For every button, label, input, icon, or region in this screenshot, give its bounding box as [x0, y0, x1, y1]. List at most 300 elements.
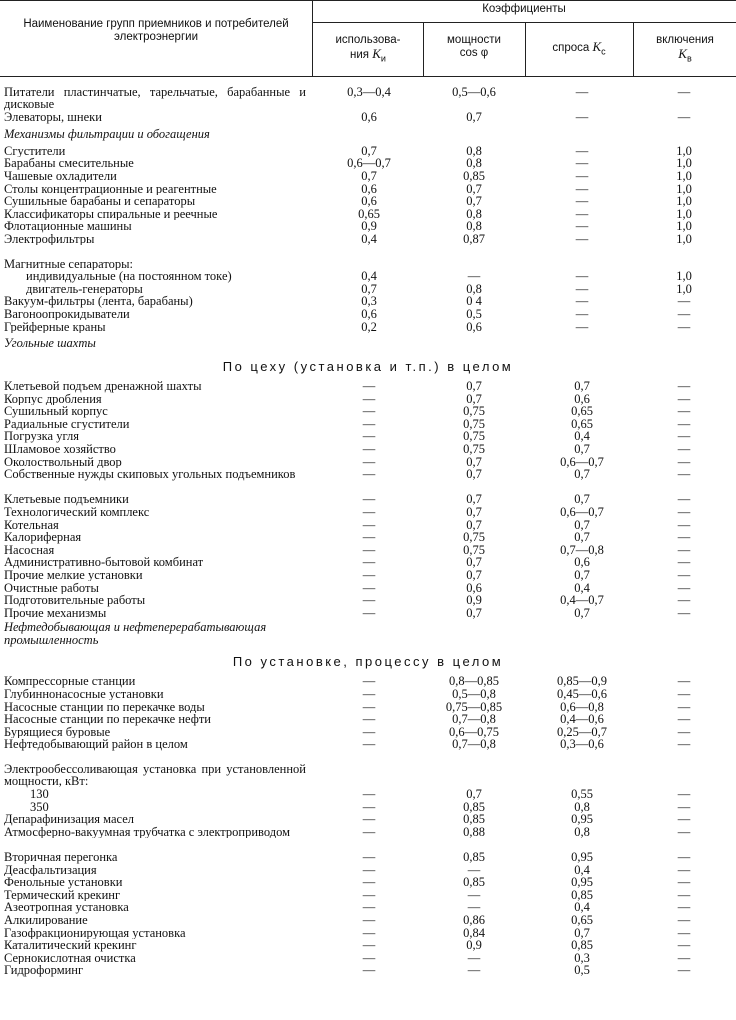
usage-coef-cell: 0,7 — [361, 281, 377, 296]
usage-coef-cell: — — [362, 492, 376, 507]
power-factor-cell: 0,75 — [463, 530, 485, 545]
power-factor-cell: 0,7 — [466, 181, 482, 196]
switch-coef-cell: 1,0 — [676, 168, 692, 183]
power-factor-cell: 0,85 — [463, 168, 485, 183]
demand-coef-cell: — — [575, 181, 589, 196]
demand-coef-cell: 0,55 — [571, 787, 593, 802]
row-name: Нефтедобывающий район в целом — [4, 738, 188, 751]
switch-coef-cell: — — [677, 429, 691, 444]
usage-coef-cell: 0,6 — [361, 110, 377, 125]
demand-coef-cell: — — [575, 319, 589, 334]
table-row — [0, 170, 736, 183]
row-name: Флотационные машины — [4, 220, 132, 233]
demand-coef-cell: 0,65 — [571, 913, 593, 928]
row-name: Барабаны смесительные — [4, 157, 134, 170]
col-usage-line2: ния — [350, 49, 370, 61]
usage-coef-cell: — — [362, 580, 376, 595]
row-name: Собственные нужды скиповых угольных подъемников — [4, 468, 296, 481]
demand-coef-cell: — — [575, 219, 589, 234]
usage-coef-cell: — — [362, 925, 376, 940]
demand-coef-cell: — — [575, 110, 589, 125]
row-name: Сернокислотная очистка — [4, 951, 136, 965]
row-name: Атмосферно-вакуумная трубчатка с электроприводом — [4, 825, 291, 839]
header-bottom-rule — [0, 76, 736, 77]
table-row — [0, 851, 736, 864]
demand-coef-cell: — — [575, 206, 589, 221]
row-name: Насосная — [4, 543, 55, 557]
row-name: индивидуальные (на постоянном токе) — [26, 270, 232, 283]
power-factor-cell: 0,75 — [463, 442, 485, 457]
power-factor-cell: 0,86 — [463, 913, 485, 928]
usage-coef-cell: — — [362, 787, 376, 802]
power-factor-cell: 0,7 — [466, 568, 482, 582]
usage-coef-cell: 0,4 — [361, 269, 377, 284]
usage-coef-cell: 0,9 — [361, 219, 377, 234]
switch-coef-cell: — — [677, 887, 691, 902]
table-body — [0, 86, 736, 977]
usage-coef-cell: 0,6 — [361, 194, 377, 209]
switch-coef-cell: — — [677, 913, 691, 928]
demand-coef-cell: — — [575, 281, 589, 296]
usage-coef-cell: — — [362, 875, 376, 890]
demand-coef-cell: 0,7 — [574, 492, 590, 507]
table-row — [0, 788, 736, 801]
demand-coef-cell: — — [575, 294, 589, 309]
usage-coef-cell: — — [362, 555, 376, 570]
power-factor-cell: 0,75 — [463, 404, 485, 419]
power-factor-cell: 0,7 — [466, 505, 482, 520]
row-name: Азеотропная установка — [4, 901, 129, 914]
row-name: Клетьевой подъем дренажной шахты — [4, 380, 202, 393]
power-factor-cell: 0,8 — [466, 281, 482, 296]
switch-coef-cell: — — [677, 674, 691, 689]
switch-coef-cell: 1,0 — [676, 156, 692, 171]
usage-coef-cell: — — [362, 812, 376, 827]
switch-coef-cell: — — [677, 492, 691, 507]
demand-coef-cell: — — [575, 85, 589, 99]
switch-coef-cell: — — [677, 416, 691, 431]
row-name: Технологический комплекс — [4, 506, 150, 519]
table-row — [0, 763, 736, 788]
demand-coef-cell: 0,6 — [574, 391, 590, 406]
usage-coef-cell: 0,4 — [361, 231, 377, 246]
row-name: Радиальные сгустители — [4, 417, 130, 431]
usage-coef-cell: — — [362, 467, 376, 482]
power-factor-cell: 0,5 — [466, 306, 482, 321]
switch-coef-cell: — — [677, 442, 691, 457]
switch-coef-cell: — — [677, 85, 691, 99]
switch-coef-cell: — — [677, 605, 691, 620]
switch-coef-cell: — — [677, 812, 691, 827]
row-name: Околоствольный двор — [4, 455, 122, 469]
usage-coef-cell: — — [362, 505, 376, 520]
usage-coef-cell: — — [362, 799, 376, 814]
power-factor-cell: 0,84 — [463, 925, 485, 940]
power-factor-cell: 0,7—0,8 — [452, 737, 496, 752]
table-row — [0, 380, 736, 393]
row-name: 350 — [30, 800, 49, 814]
usage-coef-cell: 0,7 — [361, 168, 377, 183]
switch-coef-cell: — — [677, 737, 691, 752]
col-usage-line1: использова- — [335, 34, 401, 46]
demand-coef-cell: 0,85—0,9 — [557, 674, 607, 689]
col-demand-header — [526, 40, 632, 58]
power-factor-cell: 0,7 — [466, 454, 482, 469]
row-name: Сушильный корпус — [4, 405, 108, 418]
demand-coef-cell: 0,3—0,6 — [560, 737, 604, 752]
row-name: Корпус дробления — [4, 392, 102, 406]
switch-coef-cell: — — [677, 799, 691, 814]
usage-coef-cell: 0,6—0,7 — [347, 156, 391, 171]
switch-coef-cell: 1,0 — [676, 231, 692, 246]
switch-coef-cell: — — [677, 294, 691, 309]
demand-coef-cell: — — [575, 269, 589, 284]
header-top-rule — [0, 0, 736, 1]
power-factor-cell: — — [467, 950, 481, 965]
switch-coef-cell: — — [677, 787, 691, 802]
row-name: Шламовое хозяйство — [4, 443, 116, 456]
table-row — [0, 270, 736, 283]
usage-coef-cell: 0,6 — [361, 306, 377, 321]
col-power-header — [424, 34, 524, 60]
table-row — [0, 939, 736, 952]
demand-coef-cell: 0,7 — [574, 442, 590, 457]
switch-coef-cell: — — [677, 850, 691, 865]
row-name: Питатели пластинчатые, тарельчатые, барабанные и дисковые — [4, 86, 306, 111]
switch-coef-cell: — — [677, 391, 691, 406]
usage-coef-cell: — — [362, 542, 376, 557]
col-usage-symbol: K — [372, 46, 381, 61]
usage-coef-cell: 0,3—0,4 — [347, 85, 391, 99]
demand-coef-cell: 0,95 — [571, 875, 593, 890]
usage-coef-cell: — — [362, 950, 376, 965]
table-row — [0, 233, 736, 246]
usage-coef-cell: — — [362, 737, 376, 752]
switch-coef-cell: — — [677, 593, 691, 608]
power-factor-cell: 0,75 — [463, 416, 485, 431]
row-name: Каталитический крекинг — [4, 939, 137, 952]
demand-coef-cell: 0,6—0,8 — [560, 699, 604, 714]
usage-coef-cell: — — [362, 442, 376, 457]
power-factor-cell: 0,5—0,8 — [452, 686, 496, 701]
power-factor-cell: 0,7 — [466, 379, 482, 394]
col-switch-symbol: K — [678, 46, 687, 61]
table-row — [0, 713, 736, 726]
demand-coef-cell: — — [575, 194, 589, 209]
usage-coef-cell: — — [362, 391, 376, 406]
row-name: Магнитные сепараторы: — [4, 257, 134, 270]
switch-coef-cell: — — [677, 900, 691, 915]
demand-coef-cell: 0,4 — [574, 862, 590, 877]
power-factor-cell: 0,7 — [466, 391, 482, 406]
switch-coef-cell: — — [677, 712, 691, 727]
switch-coef-cell: — — [677, 925, 691, 940]
table-row — [0, 594, 736, 607]
subheading: По установке, процессу в целом — [232, 654, 504, 670]
row-name: Насосные станции по перекачке нефти — [4, 713, 211, 726]
usage-coef-cell: — — [362, 568, 376, 582]
power-factor-cell: 0,7 — [466, 605, 482, 620]
usage-coef-cell: 0,65 — [358, 206, 380, 221]
demand-coef-cell: 0,6—0,7 — [560, 454, 604, 469]
demand-coef-cell: 0,25—0,7 — [557, 724, 607, 739]
usage-coef-cell: — — [362, 593, 376, 608]
table-row — [0, 321, 736, 334]
power-factor-cell: — — [467, 900, 481, 915]
power-factor-cell: — — [467, 269, 481, 284]
switch-coef-cell: — — [677, 306, 691, 321]
demand-coef-cell: 0,95 — [571, 850, 593, 865]
power-factor-cell: 0,8 — [466, 219, 482, 234]
power-factor-cell: 0,85 — [463, 850, 485, 865]
subheading: По цеху (установка и т.п.) в целом — [222, 359, 514, 375]
usage-coef-cell: 0,7 — [361, 143, 377, 158]
row-name: Вакуум-фильтры (лента, барабаны) — [4, 295, 193, 308]
table-row — [0, 86, 736, 111]
switch-coef-cell: — — [677, 938, 691, 953]
table-row — [0, 607, 736, 620]
switch-coef-cell: 1,0 — [676, 194, 692, 209]
table-row — [0, 688, 736, 701]
usage-coef-cell: — — [362, 517, 376, 532]
switch-coef-cell: — — [677, 580, 691, 595]
switch-coef-cell: — — [677, 505, 691, 520]
power-factor-cell: 0,75 — [463, 429, 485, 444]
switch-coef-cell: — — [677, 404, 691, 419]
switch-coef-cell: — — [677, 686, 691, 701]
power-factor-cell: 0,7 — [466, 555, 482, 570]
row-name: Прочие мелкие установки — [4, 569, 143, 582]
demand-coef-cell: 0,7 — [574, 605, 590, 620]
row-name: Алкилирование — [4, 914, 88, 927]
demand-coef-cell: 0,7 — [574, 568, 590, 582]
demand-coef-cell: — — [575, 168, 589, 183]
table-row — [0, 826, 736, 851]
power-factor-cell: 0,7 — [466, 787, 482, 802]
demand-coef-cell: — — [575, 306, 589, 321]
demand-coef-cell: 0,4—0,7 — [560, 593, 604, 608]
usage-coef-cell: — — [362, 605, 376, 620]
table-row — [0, 876, 736, 889]
demand-coef-cell: 0,6 — [574, 555, 590, 570]
power-factor-cell: 0,8—0,85 — [449, 674, 499, 689]
switch-coef-cell: — — [677, 110, 691, 125]
usage-coef-cell: — — [362, 379, 376, 394]
col-usage-header — [314, 34, 422, 65]
row-name: Вторичная перегонка — [4, 851, 118, 864]
coef-sub-rule — [312, 22, 736, 23]
power-factor-cell: 0,85 — [463, 812, 485, 827]
demand-coef-cell: 0,4—0,6 — [560, 712, 604, 727]
switch-coef-cell: — — [677, 517, 691, 532]
switch-coef-cell: — — [677, 862, 691, 877]
power-factor-cell: 0,6—0,75 — [449, 724, 499, 739]
section-title — [0, 333, 736, 354]
table-row — [0, 964, 736, 977]
demand-coef-cell: 0,7 — [574, 925, 590, 940]
power-factor-cell: 0,7 — [466, 467, 482, 482]
power-factor-cell: 0,7 — [466, 517, 482, 532]
power-factor-cell: 0,8 — [466, 206, 482, 221]
table-row — [0, 569, 736, 582]
usage-coef-cell: — — [362, 913, 376, 928]
row-name: Газофракционирующая установка — [4, 926, 186, 940]
switch-coef-cell: — — [677, 542, 691, 557]
col-demand-text: спроса — [552, 42, 590, 54]
row-name: Электрообессоливающая установка при установленной мощности, кВт: — [4, 762, 306, 788]
switch-coef-cell: — — [677, 319, 691, 334]
power-factor-cell: 0,7 — [466, 492, 482, 507]
switch-coef-cell: 1,0 — [676, 269, 692, 284]
table-row — [0, 111, 736, 124]
power-factor-cell: 0,7 — [466, 194, 482, 209]
row-name: Столы концентрационные и реагентные — [4, 182, 217, 195]
row-name: Сгустители — [4, 144, 66, 158]
row-name: Вагоноопрокидыватели — [4, 307, 130, 321]
row-name: Прочие механизмы — [4, 606, 107, 620]
table-row — [0, 405, 736, 418]
usage-coef-cell: — — [362, 724, 376, 739]
col-demand-symbol: K — [592, 39, 602, 54]
switch-coef-cell: — — [677, 950, 691, 965]
demand-coef-cell: 0,95 — [571, 812, 593, 827]
power-factor-cell: 0,8 — [466, 143, 482, 158]
usage-coef-cell: — — [362, 712, 376, 727]
table-row — [0, 308, 736, 321]
section-title-text: Угольные шахты — [4, 336, 96, 351]
power-factor-cell: 0,88 — [463, 824, 485, 839]
power-factor-cell: 0,7—0,8 — [452, 712, 496, 727]
power-factor-cell: 0,6 — [466, 580, 482, 595]
power-factor-cell: 0,9 — [466, 938, 482, 953]
switch-coef-cell: — — [677, 530, 691, 545]
demand-coef-cell: 0,85 — [571, 938, 593, 953]
row-name: Деасфальтизация — [4, 863, 97, 877]
switch-coef-cell: — — [677, 568, 691, 582]
switch-coef-cell: — — [677, 824, 691, 839]
row-name: Котельная — [4, 518, 59, 532]
power-factor-cell: 0,6 — [466, 319, 482, 334]
row-name: Депарафинизация масел — [4, 813, 135, 826]
demand-coef-cell: 0,45—0,6 — [557, 686, 607, 701]
demand-coef-cell: 0,6—0,7 — [560, 505, 604, 520]
row-name: Административно-бытовой комбинат — [4, 556, 204, 569]
switch-coef-cell: — — [677, 963, 691, 978]
col-switch-line1: включения — [656, 34, 714, 46]
usage-coef-cell: — — [362, 938, 376, 953]
switch-coef-cell: — — [677, 699, 691, 714]
row-name: Элеваторы, шнеки — [4, 111, 102, 124]
row-gap — [0, 246, 736, 258]
demand-coef-cell: 0,7—0,8 — [560, 542, 604, 557]
table-header — [0, 0, 736, 78]
row-name: Сушильные барабаны и сепараторы — [4, 195, 196, 208]
switch-coef-cell: 1,0 — [676, 181, 692, 196]
usage-coef-cell: — — [362, 900, 376, 915]
usage-coef-cell: — — [362, 530, 376, 545]
row-name: Фенольные установки — [4, 876, 123, 889]
demand-coef-cell: 0,4 — [574, 429, 590, 444]
switch-coef-cell: — — [677, 379, 691, 394]
switch-coef-cell: — — [677, 555, 691, 570]
usage-coef-cell: — — [362, 686, 376, 701]
power-factor-cell: — — [467, 862, 481, 877]
usage-coef-cell: 0,3 — [361, 294, 377, 309]
usage-coef-cell: — — [362, 887, 376, 902]
table-row — [0, 468, 736, 493]
table-row — [0, 195, 736, 208]
row-name: Электрофильтры — [4, 232, 95, 246]
usage-coef-cell: — — [362, 850, 376, 865]
demand-coef-cell: 0,4 — [574, 580, 590, 595]
row-name: двигатель-генераторы — [26, 282, 143, 296]
power-factor-cell: 0,9 — [466, 593, 482, 608]
switch-coef-cell: — — [677, 875, 691, 890]
table-row — [0, 914, 736, 927]
switch-coef-cell: 1,0 — [676, 219, 692, 234]
usage-coef-cell: 0,6 — [361, 181, 377, 196]
col-power-line1: мощности — [447, 34, 501, 46]
table-row — [0, 531, 736, 544]
row-name: Классификаторы спиральные и реечные — [4, 207, 218, 221]
row-name: Чашевые охладители — [4, 169, 117, 183]
row-name: Калориферная — [4, 531, 82, 544]
section-title — [0, 124, 736, 145]
demand-coef-cell: 0,3 — [574, 950, 590, 965]
power-factor-cell: 0,75 — [463, 542, 485, 557]
section-title — [0, 619, 320, 649]
usage-coef-cell: — — [362, 674, 376, 689]
power-factor-cell: — — [467, 963, 481, 978]
usage-coef-cell: — — [362, 824, 376, 839]
power-factor-cell: 0 4 — [466, 294, 482, 309]
row-gap — [0, 751, 736, 763]
section-title-text: Механизмы фильтрации и обогащения — [4, 126, 210, 141]
row-name: Бурящиеся буровые — [4, 725, 111, 739]
demand-coef-cell: 0,7 — [574, 517, 590, 532]
usage-coef-cell: — — [362, 862, 376, 877]
demand-coef-cell: 0,65 — [571, 404, 593, 419]
power-factor-cell: 0,87 — [463, 231, 485, 246]
switch-coef-cell: — — [677, 724, 691, 739]
demand-coef-cell: 0,8 — [574, 824, 590, 839]
power-factor-cell: 0,75—0,85 — [445, 699, 503, 714]
row-name: Термический крекинг — [4, 888, 121, 902]
demand-coef-cell: 0,5 — [574, 963, 590, 978]
row-name: Подготовительные работы — [4, 594, 146, 607]
demand-coef-cell: — — [575, 143, 589, 158]
row-name: Насосные станции по перекачке воды — [4, 700, 205, 713]
row-name: Компрессорные станции — [4, 675, 136, 688]
demand-coef-cell: 0,85 — [571, 887, 593, 902]
row-name: 130 — [30, 788, 49, 801]
demand-coef-cell: 0,7 — [574, 379, 590, 394]
power-factor-cell: 0,85 — [463, 875, 485, 890]
usage-coef-cell: 0,2 — [361, 319, 377, 334]
usage-coef-cell: — — [362, 416, 376, 431]
power-factor-cell: 0,5—0,6 — [452, 85, 496, 99]
table-row — [0, 738, 736, 751]
switch-coef-cell: 1,0 — [676, 143, 692, 158]
demand-coef-cell: 0,8 — [574, 799, 590, 814]
demand-coef-cell: 0,65 — [571, 416, 593, 431]
row-name: Глубиннонасосные установки — [4, 687, 164, 701]
usage-coef-cell: — — [362, 404, 376, 419]
demand-coef-cell: 0,4 — [574, 900, 590, 915]
demand-coef-cell: 0,7 — [574, 530, 590, 545]
switch-coef-cell: — — [677, 467, 691, 482]
col-usage-sub: и — [380, 53, 386, 64]
